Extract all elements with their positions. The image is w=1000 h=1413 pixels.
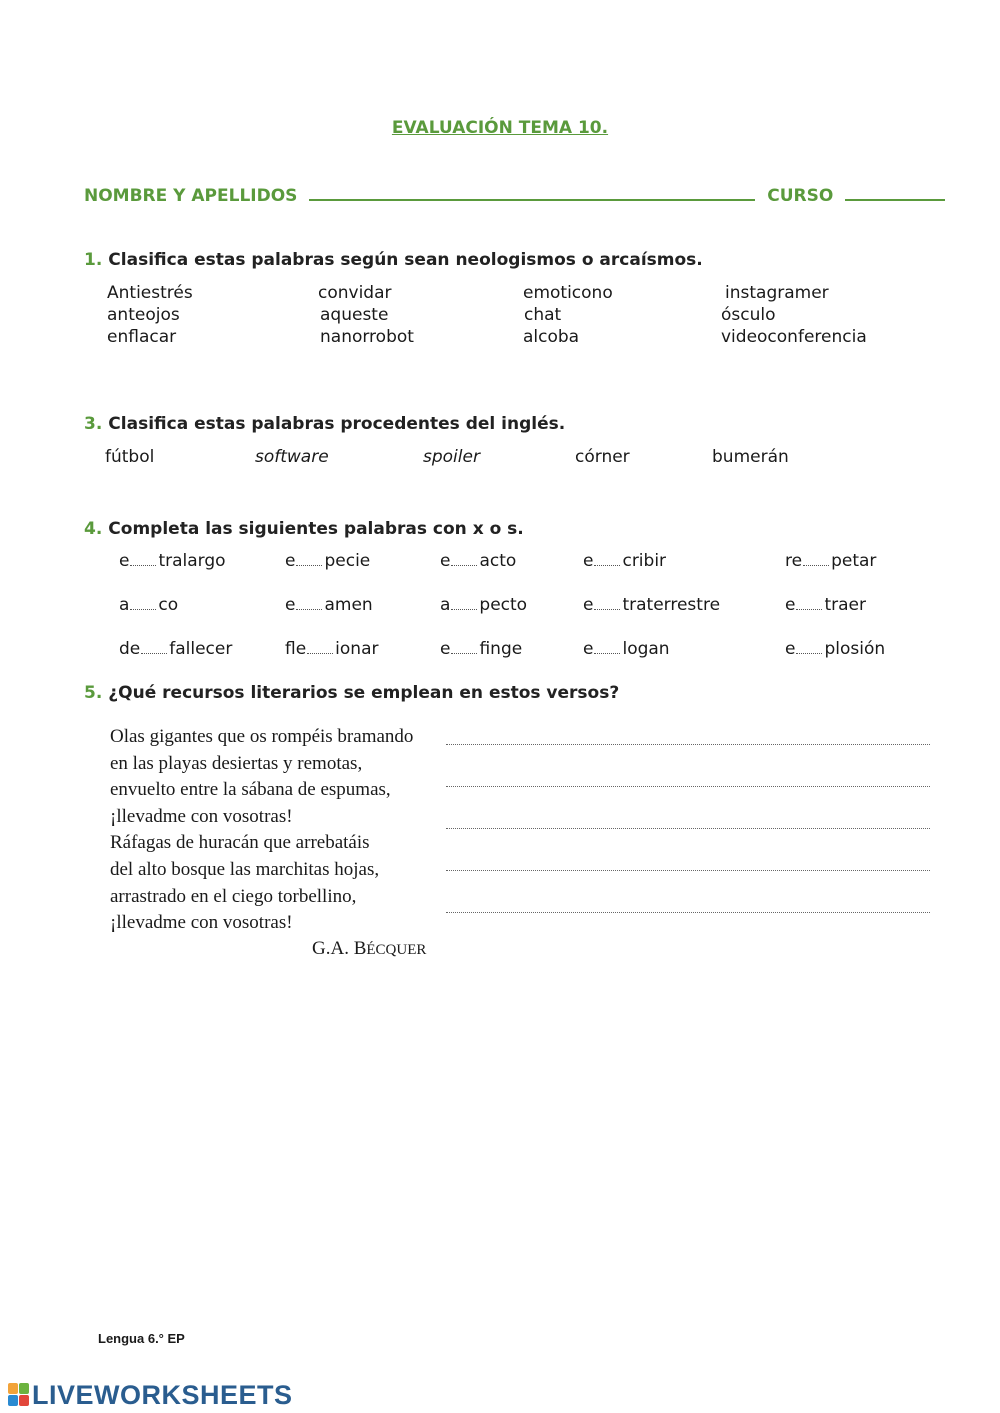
letter-blank[interactable] [130,595,156,610]
footer-text: Lengua 6.° EP [98,1331,185,1346]
poem-line: ¡llevadme con vosotras! [110,805,293,827]
answer-line[interactable] [446,870,930,871]
word-prefix: de [119,639,141,659]
question-text: Clasifica estas palabras procedentes del inglés. [108,414,566,434]
fill-word [785,551,876,571]
answer-line[interactable] [446,828,930,829]
word-suffix: logan [622,639,670,659]
poem-line: ¡llevadme con vosotras! [110,912,293,934]
word-prefix: e [440,639,451,659]
poem-line: del alto bosque las marchitas hojas, [110,858,380,880]
question-text: Clasifica estas palabras según sean neologismos o arcaísmos. [108,250,703,270]
word-item: fútbol [105,447,155,467]
word-item: nanorrobot [320,327,414,347]
word-prefix: e [785,595,796,615]
fill-word [119,551,226,571]
word-suffix: traer [824,595,866,615]
word-suffix: traterrestre [622,595,721,615]
brand-logo[interactable] [8,1380,293,1411]
fill-word [440,551,516,571]
answer-line[interactable] [446,744,930,745]
poem [110,724,440,937]
fill-word [583,551,666,571]
word-suffix: petar [831,551,877,571]
word-prefix: a [119,595,130,615]
letter-blank[interactable] [451,639,477,654]
answer-line[interactable] [446,912,930,913]
word-prefix: a [440,595,451,615]
word-item: aqueste [320,305,389,325]
word-suffix: tralargo [158,551,226,571]
word-prefix: e [285,595,296,615]
word-suffix: pecto [479,595,528,615]
word-suffix: cribir [622,551,667,571]
word-item: videoconferencia [721,327,867,347]
question-5 [84,683,619,703]
letter-blank[interactable] [803,551,829,566]
question-text: Completa las siguientes palabras con x o s. [108,519,524,539]
question-text: ¿Qué recursos literarios se emplean en estos versos? [108,683,620,703]
letter-blank[interactable] [296,551,322,566]
letter-blank[interactable] [796,639,822,654]
question-number: 5. [84,683,103,703]
letter-blank[interactable] [296,595,322,610]
letter-blank[interactable] [307,639,333,654]
letter-blank[interactable] [141,639,167,654]
word-prefix: e [119,551,130,571]
word-item: córner [575,447,630,467]
question-3 [84,414,565,434]
fill-word [285,639,378,659]
poem-author [312,938,426,960]
word-prefix: e [583,595,594,615]
poem-line: Ráfagas de huracán que arrebatáis [110,832,370,854]
author-initials: G.A. B [312,938,367,959]
fill-word [440,595,527,615]
question-4 [84,519,524,539]
word-item: instagramer [725,283,829,303]
letter-blank[interactable] [451,595,477,610]
word-suffix: co [158,595,179,615]
poem-line: envuelto entre la sábana de espumas, [110,779,391,801]
word-prefix: e [583,551,594,571]
word-suffix: ionar [335,639,379,659]
fill-word [583,595,720,615]
author-surname: ÉCQUER [366,942,427,958]
letter-blank[interactable] [594,639,620,654]
letter-blank[interactable] [796,595,822,610]
poem-line: Olas gigantes que os rompéis bramando [110,726,414,747]
word-item: spoiler [423,447,480,467]
word-prefix: re [785,551,803,571]
word-prefix: e [785,639,796,659]
name-row [84,183,945,206]
course-label: CURSO [767,186,834,206]
fill-word [440,639,522,659]
page-title: EVALUACIÓN TEMA 10. [391,118,609,138]
word-prefix: e [285,551,296,571]
word-item: ósculo [721,305,776,325]
letter-blank[interactable] [451,551,477,566]
word-item: software [255,447,329,467]
answer-line[interactable] [446,786,930,787]
fill-word [285,595,373,615]
name-field[interactable] [309,183,755,201]
fill-word [119,595,178,615]
letter-blank[interactable] [130,551,156,566]
letter-blank[interactable] [594,551,620,566]
poem-line: en las playas desiertas y remotas, [110,752,363,774]
word-item: bumerán [712,447,789,467]
fill-word [785,595,866,615]
question-1 [84,250,703,270]
word-item: Antiestrés [107,283,193,303]
word-suffix: acto [479,551,517,571]
fill-word [285,551,370,571]
question-number: 1. [84,250,103,270]
course-field[interactable] [845,183,945,201]
word-suffix: fallecer [169,639,233,659]
word-prefix: fle [285,639,307,659]
word-suffix: plosión [824,639,886,659]
word-prefix: e [583,639,594,659]
fill-word [583,639,670,659]
fill-word [119,639,232,659]
question-number: 4. [84,519,103,539]
word-item: chat [524,305,562,325]
name-label: NOMBRE Y APELLIDOS [84,186,298,206]
question-number: 3. [84,414,103,434]
word-item: convidar [318,283,392,303]
word-prefix: e [440,551,451,571]
fill-word [785,639,885,659]
word-suffix: amen [324,595,373,615]
word-suffix: finge [479,639,523,659]
word-item: alcoba [523,327,580,347]
poem-line: arrastrado en el ciego torbellino, [110,885,357,907]
word-suffix: pecie [324,551,371,571]
letter-blank[interactable] [594,595,620,610]
liveworksheets-logo-icon [8,1383,30,1407]
word-item: anteojos [107,305,180,325]
word-item: enflacar [107,327,177,347]
word-item: emoticono [523,283,613,303]
brand-name: LIVEWORKSHEETS [32,1380,293,1410]
